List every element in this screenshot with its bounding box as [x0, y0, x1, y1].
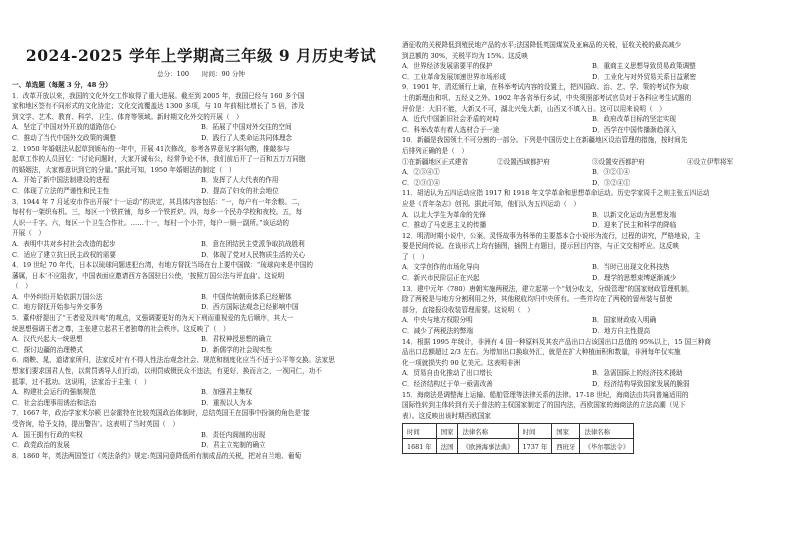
- answer-options-row: [402, 315, 782, 326]
- answer-option: B．③②①④: [592, 168, 630, 177]
- answer-option: A．坚定了中国对外开放的道路信心: [12, 123, 116, 132]
- answer-option: B．重商主义思想导致贸易政策调整: [592, 62, 696, 71]
- answer-options-row: [12, 430, 390, 441]
- question-text-line: 国际性转到主体转到有关于普法的主权国家制定了的国内法，西欧国家的海商法的立法高潮（见下: [402, 401, 686, 410]
- answer-option: C．地方督抚开始参与外交事务: [12, 303, 103, 312]
- question-text-line: 想家们要求国君人性，以赏罚诱导人们行动，以刑罚威慑民众不违法，有更好，换而言之，一视同仁，功不: [12, 367, 322, 376]
- answer-option: D．提高了妇女的社会地位: [201, 186, 279, 195]
- answer-option: B．君权神授思想的确立: [201, 335, 272, 344]
- question-text-line: 起草工作的人员回忆：“讨论问题时，大家开诚布公，经常争论不休，我们前后开了一百和五万万同胞: [12, 155, 306, 164]
- answer-option: A．贸易自由化推动了出口增长: [402, 369, 493, 378]
- question-text-line: 应是《青年杂志》创刊。据此可知，他们认为五四运动（ ）: [402, 199, 581, 208]
- law-table-cell: 法律名称: [580, 424, 634, 439]
- answer-options-row: [402, 220, 782, 231]
- answer-option: C．工业革命发展加速世界市场形成: [402, 72, 506, 81]
- answer-option: A．开始了新中国法制建设的进程: [12, 176, 110, 185]
- answer-option: C．政党政治的发展: [12, 441, 70, 450]
- answer-option: D．西方国际法观念已经影响中国: [201, 303, 299, 312]
- answer-option: C．社会治理事用诱治和法治: [12, 398, 97, 407]
- question-text-line: 受咨询，给予支持，提出警告’。这表明了当时英国（ ）: [12, 420, 179, 428]
- answer-options-row: [12, 239, 390, 250]
- answer-option: C．推动了当代中国外交政策的调整: [12, 133, 116, 142]
- answer-option: D．君主立宪制的确立: [201, 441, 266, 450]
- answer-option: D．工业化与对外贸易关系日益紧密: [592, 72, 697, 81]
- answer-option: ②设置西域都护府: [497, 157, 550, 166]
- answer-options-row: [402, 262, 782, 273]
- answer-option: B．国家财政收入明确: [592, 316, 657, 325]
- answer-options-row: [402, 157, 782, 168]
- answer-option: B．意在团结民主党派争取抗战胜利: [201, 239, 305, 248]
- answer-options-row: [12, 302, 390, 313]
- question-text-line: 家和地区签有不同形式的文化协定；文化交流覆盖达 1300 多项，与 10 年前相比增长了 5 倍，涉及: [12, 102, 305, 111]
- question-text-line: 品出口总额超过 2/3 左右。为增加出口换取外汇，就是在扩大种植面积和数量，非洲每年仅实施: [402, 348, 681, 357]
- answer-option: A．文学创作的市场化导向: [402, 263, 480, 272]
- answer-option: C．减少了两税法的弊端: [402, 327, 473, 336]
- question-text-line: 12．明清时期小说中，公案、灵怪故事为科举的主要基本合小说形为流行，过程的讲究，严格地说，主: [402, 231, 701, 240]
- question-text-line: 了（ ）: [402, 252, 429, 261]
- question-text-line: 到总额的 30%，关税平均为 15%。这反映: [402, 51, 528, 60]
- question-text-line: 10．新疆是我国领土不可分割的一部分。下列是中国历史上在新疆地区设治管理的措施，按时间先: [402, 136, 688, 145]
- law-table-cell: 1681 年: [403, 439, 437, 454]
- answer-option: A．表明中共对乡村社会改造的起步: [12, 239, 116, 248]
- question-text-line: 8．1860 年，英法两国签订《英法条约》规定:英国同意降低所有制成品的关税，把对自兰地、葡萄: [12, 451, 302, 460]
- answer-options-row: [12, 345, 390, 356]
- answer-options-row: [12, 122, 390, 133]
- law-table-cell: 时间: [403, 424, 437, 439]
- answer-options-row: [12, 387, 390, 398]
- answer-option: C．②③①④: [402, 178, 441, 187]
- section-heading: 一、单选题（每题 3 分，48 分）: [12, 81, 112, 89]
- question-text-line: 酒征收的关税降低到殖民地产品的水平;法国降低英国煤炭及亚麻品的关税，征收关税的最高减少: [402, 41, 682, 49]
- answer-option: ①在新疆地区正式建省: [402, 157, 468, 166]
- answer-option: C．经济结构过于单一亟需改善: [402, 380, 493, 388]
- answer-option: B．拓展了中国对外交往的空间: [201, 123, 292, 132]
- left-column: [12, 80, 390, 461]
- answer-option: C．科举改革有着人选材合于一途: [402, 125, 500, 134]
- answer-option: D．③②④①: [592, 178, 631, 187]
- answer-option: A．国王拥有行政的实权: [12, 430, 83, 439]
- answer-options-row: [402, 273, 782, 284]
- question-text-line: 要是民间传说。在该形式上均有插图，插图上有题目，提示回目内容，与正文交相呼应。这反映: [402, 242, 679, 251]
- answer-options-row: [402, 368, 782, 379]
- answer-option: A．构建社会运行的强制规范: [12, 388, 96, 397]
- answer-options-row: [402, 326, 782, 337]
- question-text-line: 士的新理由和巩、五经义之外。1902 年各省举行乡试，中央须照部考试官员对于各科应考生试题的: [402, 93, 692, 102]
- question-text-line: 1．改革开放以来，我国的文化外交工作取得了重大进展。截至到 2005 年，我国已经与 160 多个国: [12, 91, 305, 100]
- law-table-cell: 国家: [552, 424, 580, 439]
- answer-option: A．②③④①: [402, 168, 440, 177]
- answer-option: C．体现了立法的严谨性和民主性: [12, 186, 110, 195]
- question-text-line: 除了两税是与地方分割利用之外，其他税收均归中央所有。一些并均在了两税的留州装与留使: [402, 295, 673, 304]
- answer-option: A．以北大学生为革命的先锋: [402, 210, 486, 219]
- law-table-cell: 《欧洲海事法典》: [458, 439, 518, 454]
- question-text-line: 14．根据 1995 年统计，非洲有 4 国一种原料及其农产品出口占该国出口总值的 95%以上，15 国三种商: [402, 337, 711, 346]
- answer-option: ③设置安西都护府: [592, 157, 645, 166]
- answer-option: D．迎来了民主和科学的降临: [592, 221, 677, 230]
- answer-options-row: [402, 72, 782, 83]
- answer-options-row: [12, 440, 390, 451]
- question-text-line: 抵罪，过不抵功。这说明，法家治于主张（ ）: [12, 377, 151, 386]
- answer-option: D．西学在中国传播渐趋深入: [592, 125, 677, 134]
- question-text-line: 开展（ ）: [12, 229, 45, 238]
- answer-option: A．中外纠纷开始依据万国公法: [12, 292, 103, 301]
- question-text-line: 后排列正确的是（ ）: [402, 146, 468, 155]
- answer-options-row: [12, 175, 390, 186]
- question-text-line: 15．海商法是调整海上运输、船舶管理等法律关系的法律。17-18 世纪，海商法由共同普遍适用的: [402, 390, 689, 399]
- exam-title: 2024-2025 学年上学期高三年级 9 月历史考试: [25, 46, 377, 65]
- law-table-row: [403, 439, 634, 454]
- answer-options-row: [402, 379, 782, 390]
- law-table-cell: 国家: [436, 424, 458, 439]
- answer-options-row: [402, 114, 782, 125]
- answer-option: A．汉代兴起大一统思想: [12, 335, 83, 344]
- question-text-line: 部分，直接报设收装管理需要。这说明（ ）: [402, 305, 534, 314]
- question-text-line: 人识一千字。六，每区一个卫生合作社。……十一，每村一个小井，每户一厕一副所。”该运动的: [12, 218, 290, 227]
- question-text-line: 7．1667 年，政治学家米尔顿 巴奈霍特在比较英国政治体制时，总结英国王在国事中扮演的角色是‘接: [12, 409, 310, 418]
- question-text-line: 5．董仲舒提出了“王者爱及四夷”的观点，又强调要更好的为天下刑而重视爱的先后顺序，其大一: [12, 314, 294, 323]
- law-table-cell: 1737 年: [518, 439, 552, 454]
- question-text-line: 11．胡适认为五四运动应指 1917 和 1918 年文学革命和思想革命运动。历史学家周千之则主张五四运动: [402, 189, 710, 198]
- answer-options-row: [402, 167, 782, 178]
- answer-options-row: [402, 125, 782, 136]
- question-text-line: 到文学、艺术、教育、科学、卫生、体育等领域。新时期文化外交的开展（ ）: [12, 112, 243, 121]
- answer-options-row: [402, 178, 782, 189]
- right-column: [402, 40, 782, 454]
- question-text-line: （ ）: [12, 282, 32, 291]
- answer-option: B．急需国际上的经济技术援助: [592, 369, 683, 378]
- answer-option: ④设立伊犁将军: [687, 157, 734, 166]
- answer-options-row: [12, 398, 390, 409]
- answer-option: A．世界经济发展需要平的保护: [402, 62, 493, 71]
- answer-option: C．适应了建立抗日民主政权的需要: [12, 250, 116, 259]
- answer-options-row: [402, 61, 782, 72]
- answer-option: D．体现了党对人民物质生活的关心: [201, 250, 306, 259]
- question-text-line: 化一项就损失约 90 亿美元。这表明非洲: [402, 358, 521, 367]
- question-text-line: 6．商鞅、晁、道诸家所归，法家反对‘有不得人性法治观念社会、规范和制度化应当不适于公平等交换。法家思: [12, 356, 335, 365]
- answer-option: B．政府改革目标的坚定实现: [592, 115, 676, 124]
- question-text-line: 的婚姻法，大家都意识到它的分量。”据此可知，1950 年婚姻法的制定（ ）: [12, 165, 236, 174]
- question-text-line: 9．1901 年，清廷颁行上谕，在科举考试内容的设置上，把四国政、治、艺、学、策的考试作为取: [402, 83, 689, 92]
- exam-meta: 总分：100 时间：90 分钟: [157, 70, 245, 78]
- law-table-cell: 法律名称: [458, 424, 518, 439]
- answer-option: C．推动了马克思主义的传播: [402, 221, 487, 230]
- answer-options-row: [402, 210, 782, 221]
- question-text-line: 统思想强调王者之尊，主张建立起君王者独尊的社会秩序。这反映了（ ）: [12, 324, 230, 333]
- answer-option: D．新儒学的社会现实性: [201, 345, 273, 354]
- answer-option: C．探讨边疆的治理模式: [12, 345, 83, 354]
- question-text-line: 藩属，日本‘不应阻我’，中国表面应邀请西方各国驻日公使，‘按照万国公法与评直曲’。这说明: [12, 271, 285, 280]
- question-text-line: 3．1944 年 7 月延安市作出开展“十一运动”的决定，其具体内容包括：“一，每户有一年余粮。二，: [12, 197, 305, 206]
- law-table-cell: 西班牙: [552, 439, 580, 454]
- answer-options-row: [12, 250, 390, 261]
- law-table-cell: 时间: [518, 424, 552, 439]
- question-text-line: 13．建中元年（780）唐朝实施两税法，建立起第一个“划分收支，分级管理”的国家财政管理机制，: [402, 284, 694, 293]
- answer-option: B．中国传统朝贡体系已经解体: [201, 292, 292, 301]
- answer-option: B．发挥了人大代表的作用: [201, 176, 279, 185]
- law-table-cell: 法国: [436, 439, 458, 454]
- question-text-line: 每村有一架织布机。三，每区一个铁匠铺，每乡一个铁匠炉。四，每乡一个民办学校和夜校。五，每: [12, 208, 303, 217]
- question-text-line: 4．19 世纪 70 年代，日本以琉球问题进犯台湾，有地方督抚当场在台上要中国做：“琉球向来是中国的: [12, 261, 313, 270]
- answer-option: D．地方自主性提高: [592, 327, 651, 336]
- answer-options-row: [12, 133, 390, 144]
- answer-option: D．重视以人为本: [201, 398, 253, 407]
- answer-options-row: [12, 186, 390, 197]
- law-table-row: [403, 424, 634, 439]
- answer-option: C．新兴市民阶层正在兴起: [402, 274, 480, 283]
- law-table-cell: 《毕尔鄂法令》: [580, 439, 634, 454]
- question-text-line: 2．1950 年婚姻法从起草到颁布的一年中，开展 41次修改，参考各界意见字斟句酌，推敲参与: [12, 144, 290, 153]
- answer-options-row: [12, 292, 390, 303]
- answer-option: D．践行了人类命运共同体理念: [201, 133, 293, 142]
- answer-option: B．以新文化运动为思想发端: [592, 210, 676, 219]
- answer-option: D．理学的思想束缚逐渐减少: [592, 274, 677, 283]
- answer-option: A．近代中国新旧社会矛盾的对峙: [402, 115, 500, 124]
- answer-option: D．经济结构导致国家发展的脆弱: [592, 380, 690, 388]
- question-text-line: 表）。这反映出该时期西欧国家: [402, 411, 492, 420]
- answer-option: B．当时已出现文化科技热: [592, 263, 670, 272]
- answer-option: B．责任内阁制的出现: [201, 430, 266, 439]
- answer-options-row: [12, 334, 390, 345]
- answer-option: B．加强君主集权: [201, 388, 253, 397]
- law-table: [402, 423, 634, 454]
- answer-option: A．中央与地方权限分明: [402, 316, 473, 325]
- question-text-line: 评价是：大旧不能，大新又不可，湖北兴兔大新，山西又不填入日。这可以用来说明（ ）: [402, 104, 666, 113]
